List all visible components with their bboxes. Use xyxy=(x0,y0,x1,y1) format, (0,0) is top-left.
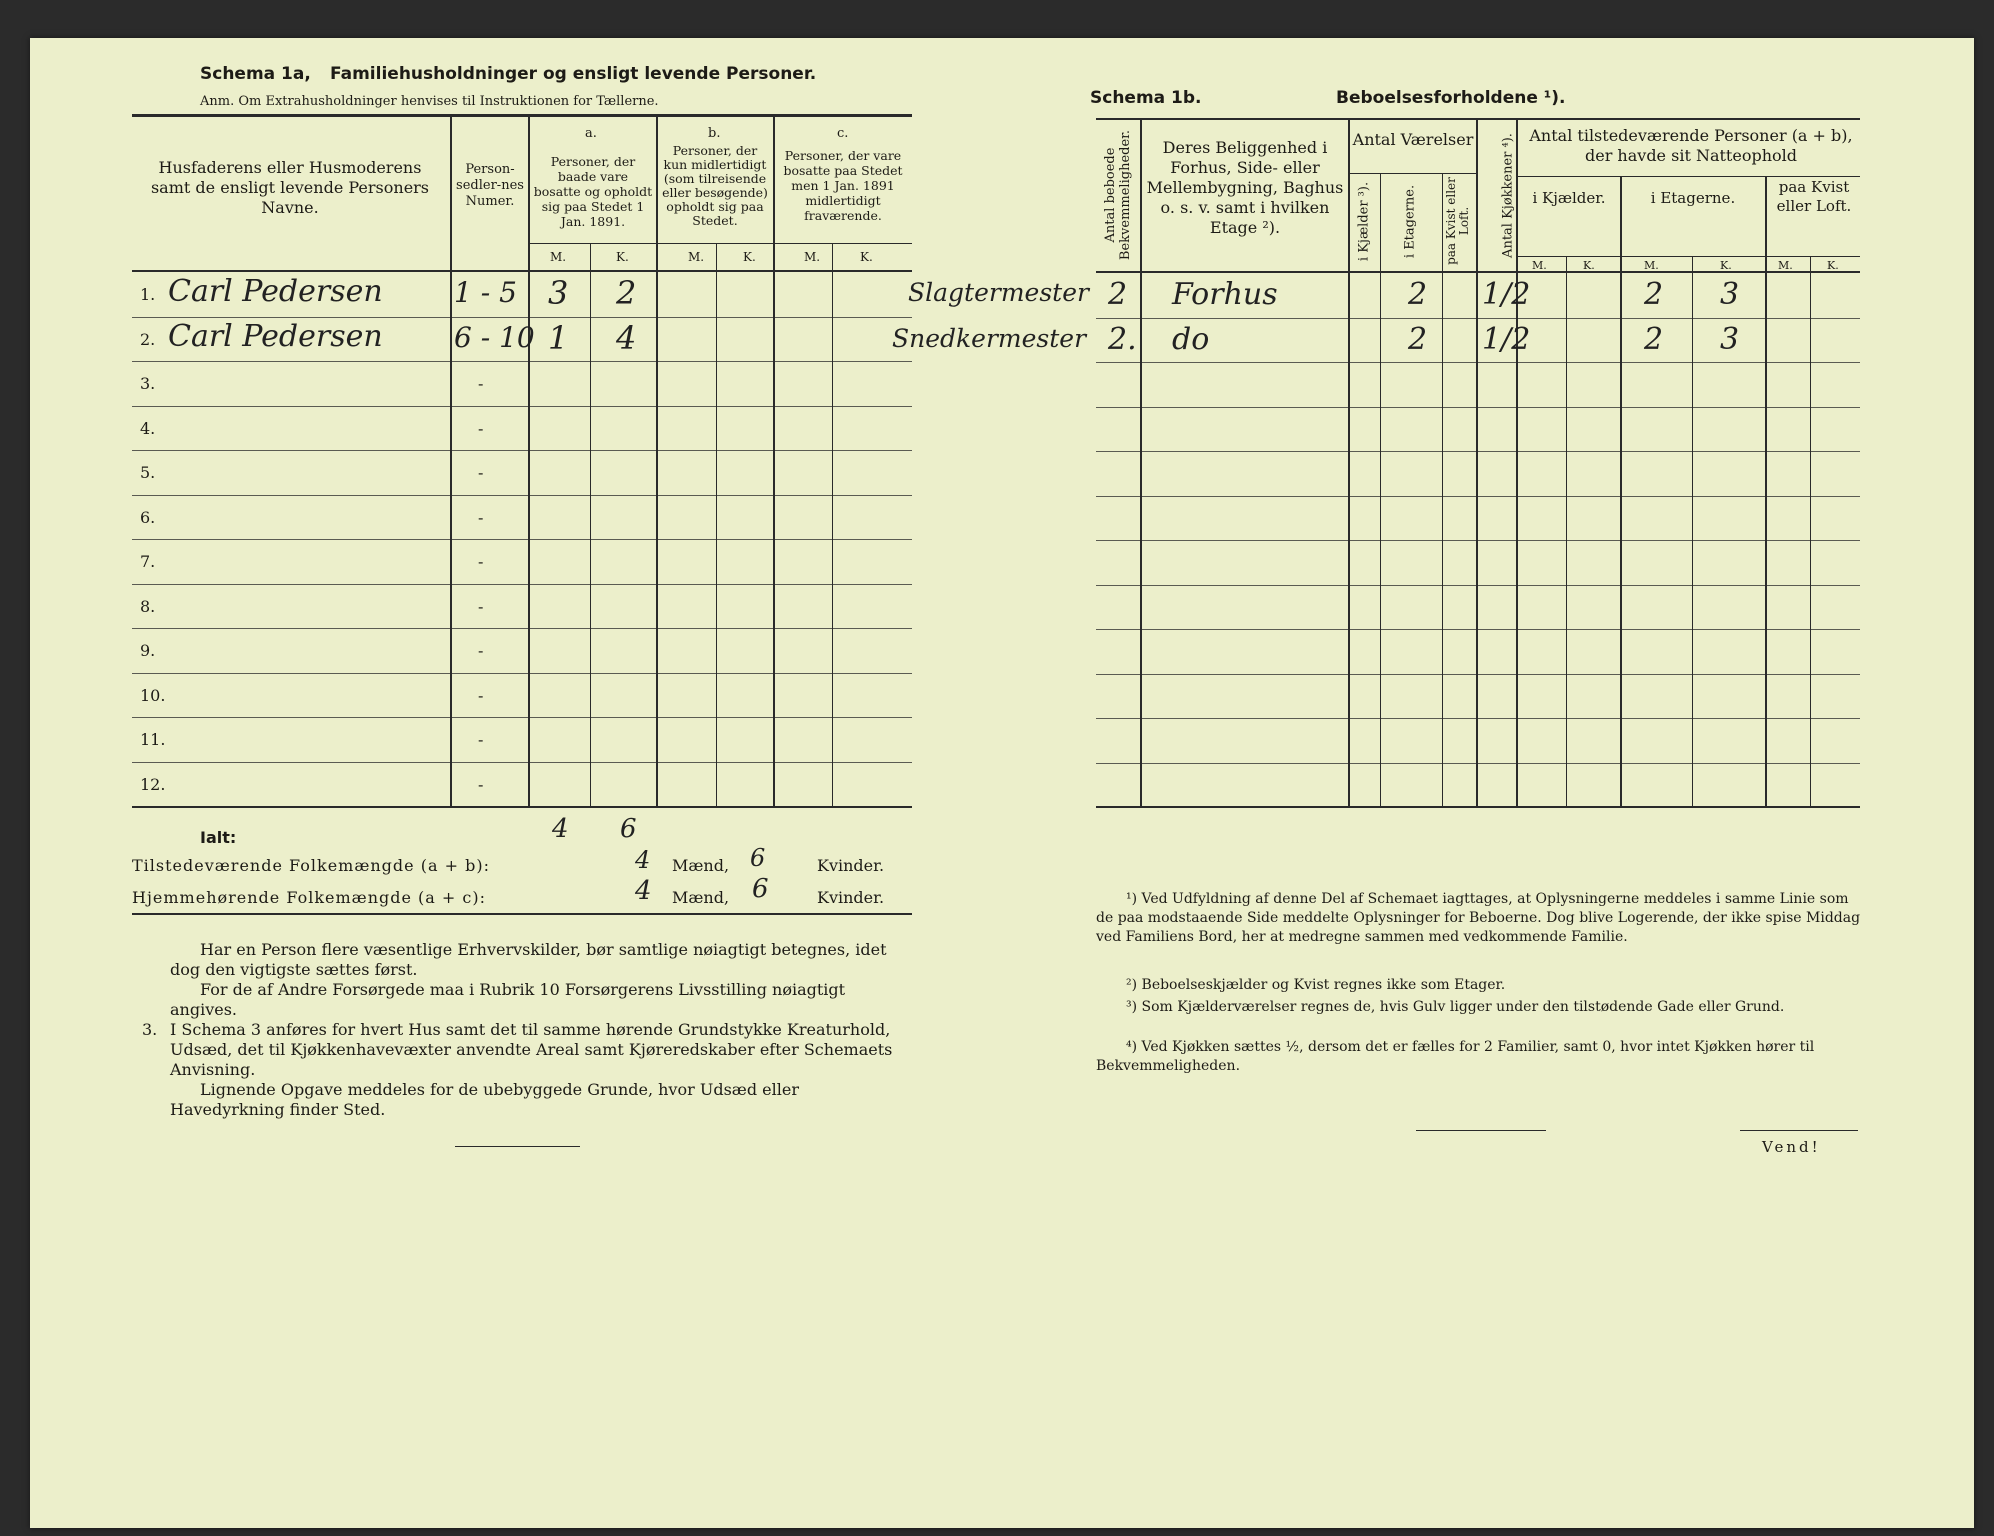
row-number: 9. xyxy=(140,641,156,660)
person-slip-number: - xyxy=(478,730,484,749)
sub-kv-m: M. xyxy=(1778,259,1793,272)
location: Forhus xyxy=(1172,277,1278,312)
etage-women: 3 xyxy=(1720,321,1740,357)
vline xyxy=(1566,256,1567,807)
table-row-line xyxy=(132,361,912,362)
col-c-header: Personer, der vare bosatte paa Stedet men 1 Jan. 1891 midlertidigt fraværende. xyxy=(783,148,903,223)
occupation-2: Snedkermester xyxy=(892,324,1087,353)
table-row-line xyxy=(1096,496,1860,497)
table-row-line xyxy=(1096,540,1860,541)
household-name: Carl Pedersen xyxy=(168,274,383,309)
hjem-k: 6 xyxy=(752,874,769,904)
person-slip-number: 6 - 10 xyxy=(454,320,535,354)
hjem-maend: Mænd, xyxy=(672,888,730,907)
census-sheet xyxy=(30,38,1974,1528)
hline xyxy=(528,243,912,244)
occupation-1: Slagtermester xyxy=(908,278,1089,307)
table-row-line xyxy=(1096,407,1860,408)
vline xyxy=(1765,176,1767,807)
col-b-k: K. xyxy=(743,250,756,264)
person-slip-number: - xyxy=(478,418,484,438)
col-b-letter: b. xyxy=(708,126,721,141)
etage-men: 2 xyxy=(1644,277,1664,312)
tilst-m: 4 xyxy=(635,846,651,874)
sub-kv-k: K. xyxy=(1827,259,1839,272)
etage-men: 2 xyxy=(1644,321,1664,357)
col-a-men-value: 3 xyxy=(548,274,569,312)
tilst-kvinder: Kvinder. xyxy=(817,856,885,875)
vline xyxy=(1380,173,1381,807)
col-belig-header: Deres Beliggenhed i Forhus, Side- eller Mellembygning, Baghus o. s. v. samt i hvilken Etage ²). xyxy=(1146,138,1344,237)
location: do xyxy=(1172,321,1210,357)
col-b-header: Personer, der kun midlertidigt (som tilreisende eller besøgende) opholdt sig paa Stedet. xyxy=(662,143,768,228)
col-kjokken-header: Antal Kjøkkener ⁴). xyxy=(1500,133,1516,258)
col-b-m: M. xyxy=(688,250,705,264)
left-title: Familiehusholdninger og ensligt levende Personer. xyxy=(330,64,817,84)
person-slip-number: - xyxy=(478,374,484,393)
vline xyxy=(656,116,658,807)
hline xyxy=(1516,176,1860,177)
row-number: 10. xyxy=(140,685,166,705)
vline xyxy=(832,243,833,807)
row-number: 11. xyxy=(140,730,166,749)
right-end-rule-1 xyxy=(1416,1130,1546,1131)
beboede-count: 2 xyxy=(1108,277,1128,312)
left-anm: Anm. Om Extrahusholdninger henvises til Instruktionen for Tællerne. xyxy=(200,94,659,109)
row-number: 3. xyxy=(140,374,156,393)
table-row-line xyxy=(132,806,912,807)
col-a-m: M. xyxy=(550,250,567,264)
row-number: 8. xyxy=(140,596,156,616)
right-header-bottom xyxy=(1096,271,1860,273)
note-3: I Schema 3 anføres for hvert Hus samt det til samme hørende Grundstykke Kreaturhold, Udsæd, det til Kjøkkenhavevæxter anvendte Areal samt Kjøreredskaber efter Schemaets Anvisning. xyxy=(170,1020,893,1079)
row-number: 6. xyxy=(140,507,156,527)
col-names-header: Husfaderens eller Husmoderens samt de ensligt levende Personers Navne. xyxy=(150,158,430,217)
table-row-line xyxy=(1096,629,1860,630)
row-number: 5. xyxy=(140,463,156,482)
vline xyxy=(1348,119,1350,807)
hline xyxy=(1516,256,1860,257)
col-c-letter: c. xyxy=(837,126,849,141)
table-row-line xyxy=(1096,763,1860,764)
sub-etagerne-header: i Etagerne. xyxy=(1650,189,1736,207)
person-slip-number: - xyxy=(478,685,484,705)
hjem-m: 4 xyxy=(635,876,652,906)
etage-women: 3 xyxy=(1720,277,1740,312)
col-a-men-value: 1 xyxy=(548,318,569,357)
beboede-count: 2. xyxy=(1108,321,1137,357)
kitchens: 1/2 xyxy=(1482,321,1531,357)
tilst-label: Tilstedeværende Folkemængde (a + b): xyxy=(132,856,490,875)
vline xyxy=(1516,119,1518,807)
sub-et-m: M. xyxy=(1644,259,1659,272)
table-row-line xyxy=(132,628,912,629)
note-2: For de af Andre Forsørgede maa i Rubrik 10 Forsørgerens Livsstilling nøiagtigt angives. xyxy=(170,980,846,1019)
sub-kj-m: M. xyxy=(1532,259,1547,272)
table-row-line xyxy=(132,717,912,718)
ialt-label: Ialt: xyxy=(200,828,237,847)
left-top-rule xyxy=(132,114,912,117)
col-a-header: Personer, der baade vare bosatte og opholdt sig paa Stedet 1 Jan. 1891. xyxy=(533,154,653,229)
person-slip-number: - xyxy=(478,641,484,660)
col-kjaelder-header: i Kjælder ³). xyxy=(1356,181,1372,262)
row-number: 12. xyxy=(140,774,166,794)
person-slip-number: - xyxy=(478,552,484,571)
right-title: Beboelsesforholdene ¹). xyxy=(1336,88,1566,108)
note-1: Har en Person flere væsentlige Erhvervskilder, bør samtlige nøiagtigt betegnes, idet dog den vigtigste sættes først. xyxy=(170,940,887,979)
ialt-m: 4 xyxy=(552,814,569,844)
sub-et-k: K. xyxy=(1720,259,1732,272)
table-row-line xyxy=(132,673,912,674)
table-row-line xyxy=(132,406,912,407)
right-end-rule-2 xyxy=(1740,1130,1858,1131)
tilst-k: 6 xyxy=(750,844,766,872)
person-slip-number: - xyxy=(478,596,484,616)
sub-kvist-header: paa Kvist eller Loft. xyxy=(1776,178,1852,215)
ialt-k: 6 xyxy=(620,814,637,844)
left-title-prefix: Schema 1a, xyxy=(200,64,311,84)
table-row-line xyxy=(132,762,912,763)
vline xyxy=(1620,176,1622,807)
table-row-line xyxy=(132,450,912,451)
left-summary-bottom xyxy=(132,913,912,915)
table-row-line xyxy=(132,317,912,318)
col-vaer-header: Antal Værelser xyxy=(1352,130,1474,149)
col-a-women-value: 2 xyxy=(616,274,637,312)
right-title-prefix: Schema 1b. xyxy=(1090,88,1202,108)
row-number: 1. xyxy=(140,285,156,304)
kitchens: 1/2 xyxy=(1482,277,1531,312)
col-etagerne-header: i Etagerne. xyxy=(1402,184,1418,259)
footnote-1: ¹) Ved Udfyldning af denne Del af Schemaet iagttages, at Oplysningerne meddeles i samme Linie som de paa modstaaende Side meddelte Oplysninger for Beboerne. Dog blive Logerende, der ikke spise Middag ved Familiens Bord, her at medregne sammen med vedkommende Familie. xyxy=(1096,891,1861,945)
vline xyxy=(1140,119,1142,807)
col-a-women-value: 4 xyxy=(616,318,637,357)
hjem-label: Hjemmehørende Folkemængde (a + c): xyxy=(132,888,486,907)
tilst-maend: Mænd, xyxy=(672,856,730,875)
vline xyxy=(450,116,452,807)
footnote-2: ²) Beboelseskjælder og Kvist regnes ikke som Etager. xyxy=(1126,977,1506,993)
left-end-rule xyxy=(455,1146,580,1147)
vline xyxy=(1692,256,1693,807)
vline xyxy=(528,116,530,807)
left-header-bottom xyxy=(132,270,912,272)
vline xyxy=(773,116,775,807)
col-pers-header: Antal tilstedeværende Personer (a + b), der havde sit Natteophold xyxy=(1529,126,1853,165)
note-4: Lignende Opgave meddeles for de ubebyggede Grunde, hvor Udsæd eller Havedyrkning finder Sted. xyxy=(170,1080,799,1119)
col-a-letter: a. xyxy=(585,126,597,141)
table-row-line xyxy=(1096,718,1860,719)
row-number: 7. xyxy=(140,552,156,571)
hjem-kvinder: Kvinder. xyxy=(817,888,885,907)
note-3-num: 3. xyxy=(142,1020,158,1039)
table-row-line xyxy=(1096,451,1860,452)
person-slip-number: 1 - 5 xyxy=(454,276,517,309)
table-row-line xyxy=(1096,362,1860,363)
footnote-4: ⁴) Ved Kjøkken sættes ½, dersom det er fælles for 2 Familier, samt 0, hvor intet Kjøkken hører til Bekvemmeligheden. xyxy=(1096,1039,1815,1074)
vline xyxy=(1810,256,1811,807)
table-row-line xyxy=(132,495,912,496)
table-row-line xyxy=(132,539,912,540)
col-a-k: K. xyxy=(616,250,629,264)
col-c-m: M. xyxy=(804,250,821,264)
vline xyxy=(1442,173,1443,807)
sub-kjaelder-header: i Kjælder. xyxy=(1532,189,1606,207)
table-row-line xyxy=(1096,585,1860,586)
person-slip-number: - xyxy=(478,774,484,794)
table-row-line xyxy=(1096,318,1860,319)
sub-kj-k: K. xyxy=(1583,259,1595,272)
right-top-rule xyxy=(1096,118,1860,120)
col-bek-header: Antal beboede Bekvemmeligheder. xyxy=(1103,129,1133,261)
col-num-header: Person-sedler-nes Numer. xyxy=(456,162,524,209)
vline xyxy=(590,243,591,807)
vline xyxy=(716,243,717,807)
vline xyxy=(1476,119,1478,807)
table-row-line xyxy=(1096,807,1860,808)
rooms-etage: 2 xyxy=(1408,277,1428,312)
vend-label: Vend! xyxy=(1762,1138,1821,1156)
footnote-3: ³) Som Kjælderværelser regnes de, hvis Gulv ligger under den tilstødende Gade eller Grund. xyxy=(1126,999,1785,1015)
col-kvist-header: paa Kvist eller Loft. xyxy=(1444,177,1471,265)
person-slip-number: - xyxy=(478,463,484,482)
table-row-line xyxy=(132,584,912,585)
person-slip-number: - xyxy=(478,507,484,527)
row-number: 2. xyxy=(140,329,156,349)
col-c-k: K. xyxy=(860,250,873,264)
household-name: Carl Pedersen xyxy=(168,318,383,354)
table-row-line xyxy=(1096,674,1860,675)
rooms-etage: 2 xyxy=(1408,321,1428,357)
row-number: 4. xyxy=(140,418,156,438)
